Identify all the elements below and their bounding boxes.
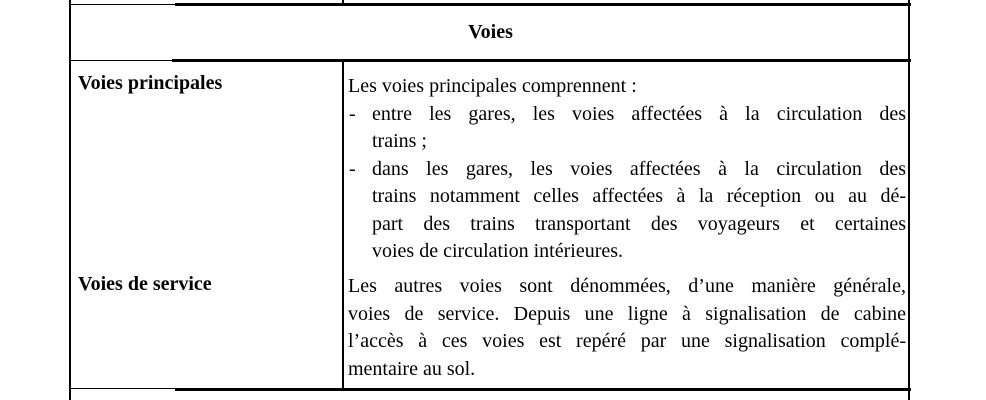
rule-header-bottom <box>172 59 911 62</box>
definition-voies-principales <box>348 73 906 266</box>
rule-bottom <box>175 388 911 391</box>
bullet-line <box>348 156 906 184</box>
rule-top-thin-segment <box>70 4 175 5</box>
text-line: Les autres voies sont dénommées, d’une manière générale, <box>348 275 906 297</box>
bullet-marker: - <box>349 102 356 125</box>
term-voies-principales: Voies principales <box>78 72 223 94</box>
text-line: Les voies principales comprennent : <box>348 75 637 97</box>
text-line: l’accès à ces voies est repéré par une signalisation complé- <box>348 330 906 352</box>
rule-header-bottom-thin-segment <box>70 60 172 61</box>
column-divider <box>342 60 344 390</box>
bullet-marker: - <box>349 157 356 180</box>
term-voies-de-service: Voies de service <box>78 273 212 295</box>
bullet-line-continuation: part des trains transportant des voyageurs et certaines <box>372 212 906 235</box>
text-line: mentaire au sol. <box>348 357 476 380</box>
rule-bottom-thin-segment <box>70 388 175 389</box>
bullet-line-continuation: voies de circulation intérieures. <box>372 240 624 262</box>
text-line: entre les gares, les voies affectées à la circulation des <box>372 102 906 125</box>
definition-voies-de-service <box>348 273 906 383</box>
text-line: voies de service. Depuis une ligne à signalisation de cabine <box>348 302 906 325</box>
bullet-line-continuation: trains notamment celles affectées à la réception ou au dé- <box>372 185 906 207</box>
bullet-line <box>348 101 906 129</box>
text-line: dans les gares, les voies affectées à la circulation des <box>372 157 906 180</box>
section-header-title: Voies <box>468 21 513 43</box>
section-header-cell <box>70 6 911 59</box>
bullet-line-continuation: trains ; <box>372 130 427 152</box>
